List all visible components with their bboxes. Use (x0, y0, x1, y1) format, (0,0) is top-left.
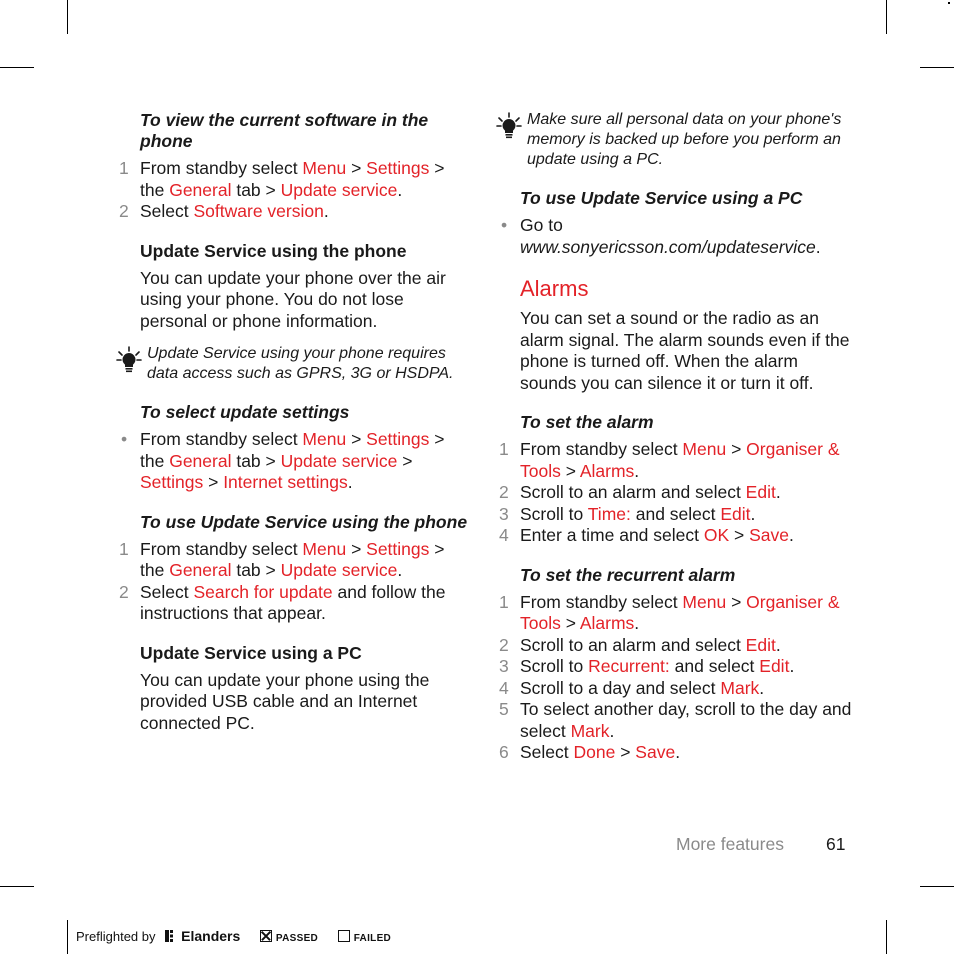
crop-mark (948, 2, 950, 4)
menu-path-item: Menu (302, 158, 347, 178)
update-service-link[interactable]: www.sonyericsson.com/updateservice (520, 236, 816, 257)
url-suffix: . (815, 236, 821, 257)
text-run: tab > (231, 450, 281, 471)
text-run: To select another day, scroll to the day and select (520, 699, 852, 741)
failed-checkbox-icon (338, 930, 350, 942)
right-column (496, 110, 852, 764)
section-heading: To view the current software in the phone (140, 110, 429, 151)
text-run: From standby select (520, 591, 683, 612)
menu-path-item: Software version (193, 201, 324, 221)
bullet-icon: • (501, 215, 508, 235)
menu-path-item: Mark (570, 720, 610, 741)
section-heading: To use Update Service using the phone (140, 511, 468, 532)
menu-path-item: Search for update (193, 581, 333, 602)
menu-path-item: Save (749, 525, 789, 545)
section-title-alarms: Alarms (520, 276, 589, 301)
step-item (496, 439, 852, 482)
menu-path-item: General (169, 450, 232, 471)
step-number: 4 (499, 525, 509, 545)
bullet-text (140, 429, 444, 492)
text-run: . (675, 742, 681, 762)
bullet-item (116, 429, 472, 494)
step-item (116, 539, 472, 582)
tip-note (116, 344, 472, 384)
subsection-heading: Update Service using a PC (140, 642, 362, 663)
text-run: > (203, 472, 224, 492)
menu-path-item: Menu (302, 429, 347, 449)
text-run: > the (140, 158, 445, 200)
crop-mark (886, 920, 887, 954)
failed-label: FAILED (353, 933, 392, 944)
step-list (496, 439, 852, 547)
step-item (116, 582, 472, 625)
menu-path-item: Internet settings (223, 472, 348, 492)
step-item (496, 699, 852, 742)
menu-path-item: Time: (587, 503, 631, 524)
tip-text: Make sure all personal data on your phone's memory is backed up before you perform an update using a PC. (527, 111, 842, 168)
paragraph: You can set a sound or the radio as an alarm signal. The alarm sounds even if the phone is turned off. When the alarm sounds you can silence it or turn it off. (520, 308, 850, 393)
page-footer (676, 834, 846, 855)
crop-mark (0, 67, 34, 68)
tip-note (496, 110, 852, 170)
step-number: 3 (499, 503, 509, 524)
text-run: Scroll to an alarm and select (520, 634, 746, 655)
step-number: 4 (499, 677, 509, 698)
step-item (496, 504, 852, 526)
step-text (520, 439, 840, 481)
text-run: . (750, 503, 756, 524)
menu-path-item: Organiser & Tools (520, 439, 840, 481)
menu-path-item: Edit (759, 656, 790, 676)
text-run: > the (140, 429, 445, 471)
crop-mark (920, 67, 954, 68)
text-run: and follow the instructions that appear. (140, 581, 446, 623)
menu-path-item: Settings (366, 538, 430, 559)
menu-path-item: Menu (682, 591, 727, 612)
crop-mark (67, 0, 68, 34)
step-item (496, 592, 852, 635)
step-item (496, 482, 852, 504)
menu-path-item: OK (703, 525, 730, 545)
passed-checkbox-icon (260, 930, 272, 942)
menu-path-item: Settings (366, 158, 430, 178)
menu-path-item: Alarms (579, 613, 635, 633)
step-number: 3 (499, 656, 509, 676)
step-text (520, 635, 781, 655)
text-run: Select (140, 201, 194, 221)
text-run: From standby select (140, 158, 303, 178)
step-item (496, 678, 852, 700)
menu-path-item: Save (635, 742, 676, 762)
text-run: . (775, 634, 781, 655)
step-item (496, 525, 852, 547)
text-run: . (634, 460, 640, 481)
step-list (116, 539, 472, 625)
step-number: 1 (119, 538, 129, 559)
step-item (496, 635, 852, 657)
step-text (520, 482, 781, 502)
text-run: > (726, 439, 747, 459)
menu-path-item: General (169, 179, 232, 200)
step-number: 2 (119, 581, 129, 602)
step-item (116, 158, 472, 201)
menu-path-item: Update service (280, 450, 398, 471)
paragraph: You can update your phone over the air using your phone. You do not lose personal or phone information. (140, 267, 446, 331)
step-text (520, 699, 851, 741)
text-run: Scroll to (520, 656, 589, 676)
menu-path-item: Recurrent: (588, 656, 670, 676)
section-heading: To set the recurrent alarm (520, 564, 736, 585)
text-run: Select (520, 742, 574, 762)
text-run: > (726, 591, 747, 612)
step-text (520, 592, 840, 634)
step-number: 2 (119, 201, 129, 221)
menu-path-item: Menu (682, 439, 727, 459)
text-run: . (789, 525, 794, 545)
paragraph: You can update your phone using the provided USB cable and an Internet connected PC. (140, 669, 430, 733)
text-run: . (347, 472, 353, 492)
step-number: 1 (499, 439, 509, 459)
menu-path-item: Alarms (579, 460, 635, 481)
text-run: > (560, 460, 580, 481)
step-number: 1 (499, 591, 509, 612)
menu-path-item: General (169, 560, 232, 580)
crop-mark (67, 920, 68, 954)
step-text (520, 656, 794, 676)
section-heading: To select update settings (140, 402, 350, 422)
step-text (520, 504, 755, 524)
text-run: Enter a time and select (520, 525, 704, 545)
step-text (520, 742, 680, 762)
passed-label: PASSED (275, 933, 319, 944)
text-run: > (615, 742, 636, 762)
step-item (496, 656, 852, 678)
menu-path-item: Edit (745, 634, 776, 655)
step-text (140, 201, 329, 221)
tip-text: Update Service using your phone requires data access such as GPRS, 3G or HSDPA. (147, 345, 454, 382)
lightbulb-icon (496, 112, 522, 140)
subsection-heading: Update Service using the phone (140, 240, 407, 261)
text-run: > the (140, 538, 445, 580)
text-run: From standby select (140, 429, 303, 449)
text-run: > (560, 613, 580, 633)
menu-path-item: Settings (366, 429, 430, 449)
step-text (520, 678, 764, 698)
text-run: > (397, 450, 413, 471)
step-list (116, 158, 472, 223)
menu-path-item: Edit (745, 482, 776, 502)
footer-section-name: More features (676, 834, 784, 854)
step-text (140, 539, 444, 581)
step-list (496, 592, 852, 764)
text-run: . (775, 482, 781, 502)
lightbulb-icon (116, 346, 142, 374)
menu-path-item: Update service (280, 179, 398, 200)
menu-path-item: Edit (720, 503, 751, 524)
menu-path-item: Menu (302, 538, 347, 559)
step-text (140, 158, 444, 200)
preflight-label: Preflighted by (76, 929, 156, 944)
text-run: . (397, 179, 403, 200)
step-number: 6 (499, 742, 509, 762)
text-run: and select (630, 503, 721, 524)
step-item (496, 742, 852, 764)
crop-mark (0, 886, 34, 887)
text-run: . (397, 560, 403, 580)
text-run: > (346, 158, 367, 178)
bullet-list (496, 215, 852, 258)
text-run: tab > (231, 179, 281, 200)
step-number: 2 (499, 634, 509, 655)
text-run: From standby select (140, 538, 303, 559)
menu-path-item: Organiser & Tools (520, 591, 840, 633)
text-run: Select (140, 581, 194, 602)
page-number: 61 (826, 834, 846, 854)
bullet-icon: • (121, 429, 128, 449)
menu-path-item: Settings (140, 472, 204, 492)
text-run: > (346, 429, 367, 449)
step-text (140, 582, 445, 624)
text-run: and select (669, 656, 760, 676)
section-heading: To set the alarm (520, 412, 654, 432)
step-number: 2 (499, 482, 509, 502)
step-item (116, 201, 472, 223)
step-text (520, 525, 794, 545)
text-run: Scroll to an alarm and select (520, 482, 746, 502)
bullet-item (496, 215, 852, 258)
section-heading: To use Update Service using a PC (520, 188, 803, 208)
step-number: 1 (119, 158, 129, 178)
left-column (116, 110, 472, 734)
crop-mark (920, 886, 954, 887)
text-run: . (789, 656, 795, 676)
crop-mark (886, 0, 887, 34)
elanders-logo-icon (165, 930, 177, 942)
bullet-list (116, 429, 472, 494)
text-run: Scroll to a day and select (520, 677, 721, 698)
menu-path-item: Update service (280, 560, 398, 580)
text-run: Scroll to (520, 503, 588, 524)
text-run: . (609, 720, 615, 741)
menu-path-item: Done (573, 742, 616, 762)
text-run: From standby select (520, 439, 683, 459)
preflight-brand: Elanders (181, 928, 241, 944)
preflight-stamp (76, 928, 391, 944)
text-run: . (634, 613, 640, 633)
text-run: tab > (231, 560, 281, 580)
bullet-text: Go to (520, 215, 563, 235)
text-run: > (346, 538, 367, 559)
text-run: . (759, 677, 765, 698)
text-run: . (323, 201, 329, 221)
text-run: > (729, 525, 750, 545)
step-number: 5 (499, 699, 509, 719)
menu-path-item: Mark (720, 677, 760, 698)
